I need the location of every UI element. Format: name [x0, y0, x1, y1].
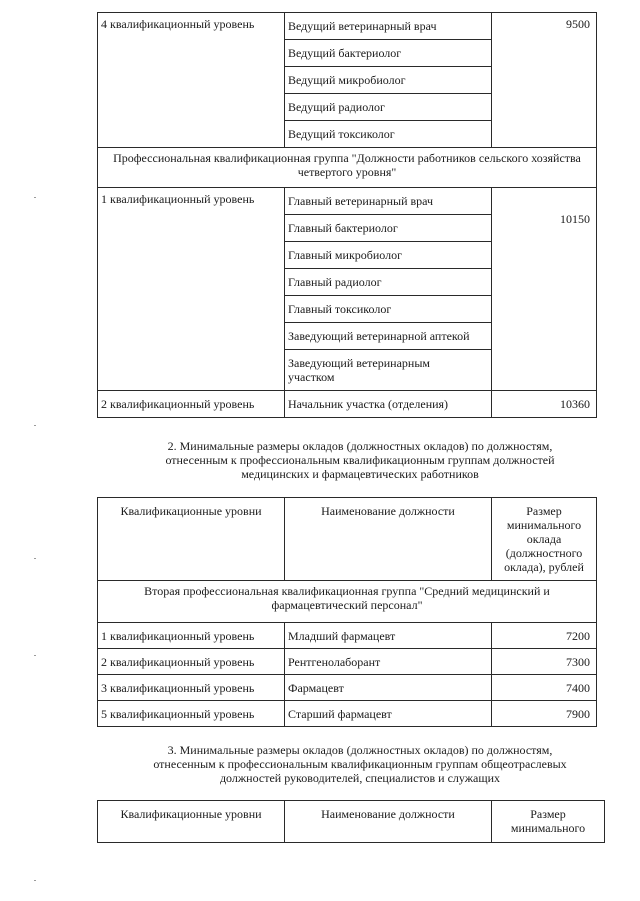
general-table — [97, 800, 605, 843]
level-cell: 2 квалификационный уровень — [98, 649, 285, 675]
level-cell: 1 квалификационный уровень — [98, 188, 285, 391]
level-cell: 2 квалификационный уровень — [98, 391, 285, 418]
position-cell: Ведущий радиолог — [288, 100, 385, 114]
position-cell: Главный микробиолог — [288, 248, 403, 262]
header-levels: Квалификационные уровни — [98, 498, 285, 581]
position-cell: Фармацевт — [285, 675, 492, 701]
medical-table — [97, 497, 597, 727]
header-levels: Квалификационные уровни — [98, 801, 285, 843]
level-cell: 1 квалификационный уровень — [98, 623, 285, 649]
header-salary: Размер минимального оклада (должностного оклада), рублей — [492, 498, 597, 581]
level-cell: 3 квалификационный уровень — [98, 675, 285, 701]
scan-mark — [34, 558, 36, 559]
position-cell: Старший фармацевт — [285, 701, 492, 727]
group-title-row: Вторая профессиональная квалификационная группа "Средний медицинский и фармацевтический персонал" — [98, 581, 597, 623]
section-2-heading: 2. Минимальные размеры окладов (должностных окладов) по должностям, отнесенным к профессиональным квалификационным группам должностей медицинских и фармацевтических работников — [165, 439, 555, 481]
scan-mark — [34, 880, 36, 881]
position-cell: Главный радиолог — [288, 275, 382, 289]
salary-cell: 7400 — [492, 675, 597, 701]
position-cell: Ведущий ветеринарный врач — [288, 19, 437, 33]
position-cell: Заведующий ветеринарным участком — [288, 356, 430, 384]
header-position: Наименование должности — [285, 801, 492, 843]
salary-cell: 7200 — [492, 623, 597, 649]
position-cell: Ведущий токсиколог — [288, 127, 395, 141]
position-cell: Главный бактериолог — [288, 221, 398, 235]
salary-cell: 7300 — [492, 649, 597, 675]
salary-cell: 7900 — [492, 701, 597, 727]
section-3-heading: 3. Минимальные размеры окладов (должностных окладов) по должностям, отнесенным к профессиональным квалификационным группам общеотраслевых должностей руководителей, специалистов и служащих — [153, 743, 567, 785]
header-salary: Размер минимального — [492, 801, 605, 843]
level-cell: 5 квалификационный уровень — [98, 701, 285, 727]
salary-cell: 10360 — [492, 391, 597, 418]
position-cell: Главный токсиколог — [288, 302, 392, 316]
position-cell: Младший фармацевт — [285, 623, 492, 649]
position-cell: Начальник участка (отделения) — [288, 397, 449, 411]
position-cell: Главный ветеринарный врач — [288, 194, 434, 208]
scan-mark — [34, 425, 36, 426]
salary-cell: 9500 — [492, 13, 597, 148]
position-cell: Ведущий микробиолог — [288, 73, 406, 87]
level-cell: 4 квалификационный уровень — [98, 13, 285, 148]
agriculture-table — [97, 12, 597, 418]
header-position: Наименование должности — [285, 498, 492, 581]
scan-mark — [34, 655, 36, 656]
scan-mark — [34, 197, 36, 198]
position-cell: Ведущий бактериолог — [288, 46, 402, 60]
position-cell: Рентгенолаборант — [285, 649, 492, 675]
group-title-row: Профессиональная квалификационная группа "Должности работников сельского хозяйства четвертого уровня" — [98, 148, 597, 188]
salary-cell: 10150 — [492, 188, 597, 391]
position-cell: Заведующий ветеринарной аптекой — [288, 329, 470, 343]
